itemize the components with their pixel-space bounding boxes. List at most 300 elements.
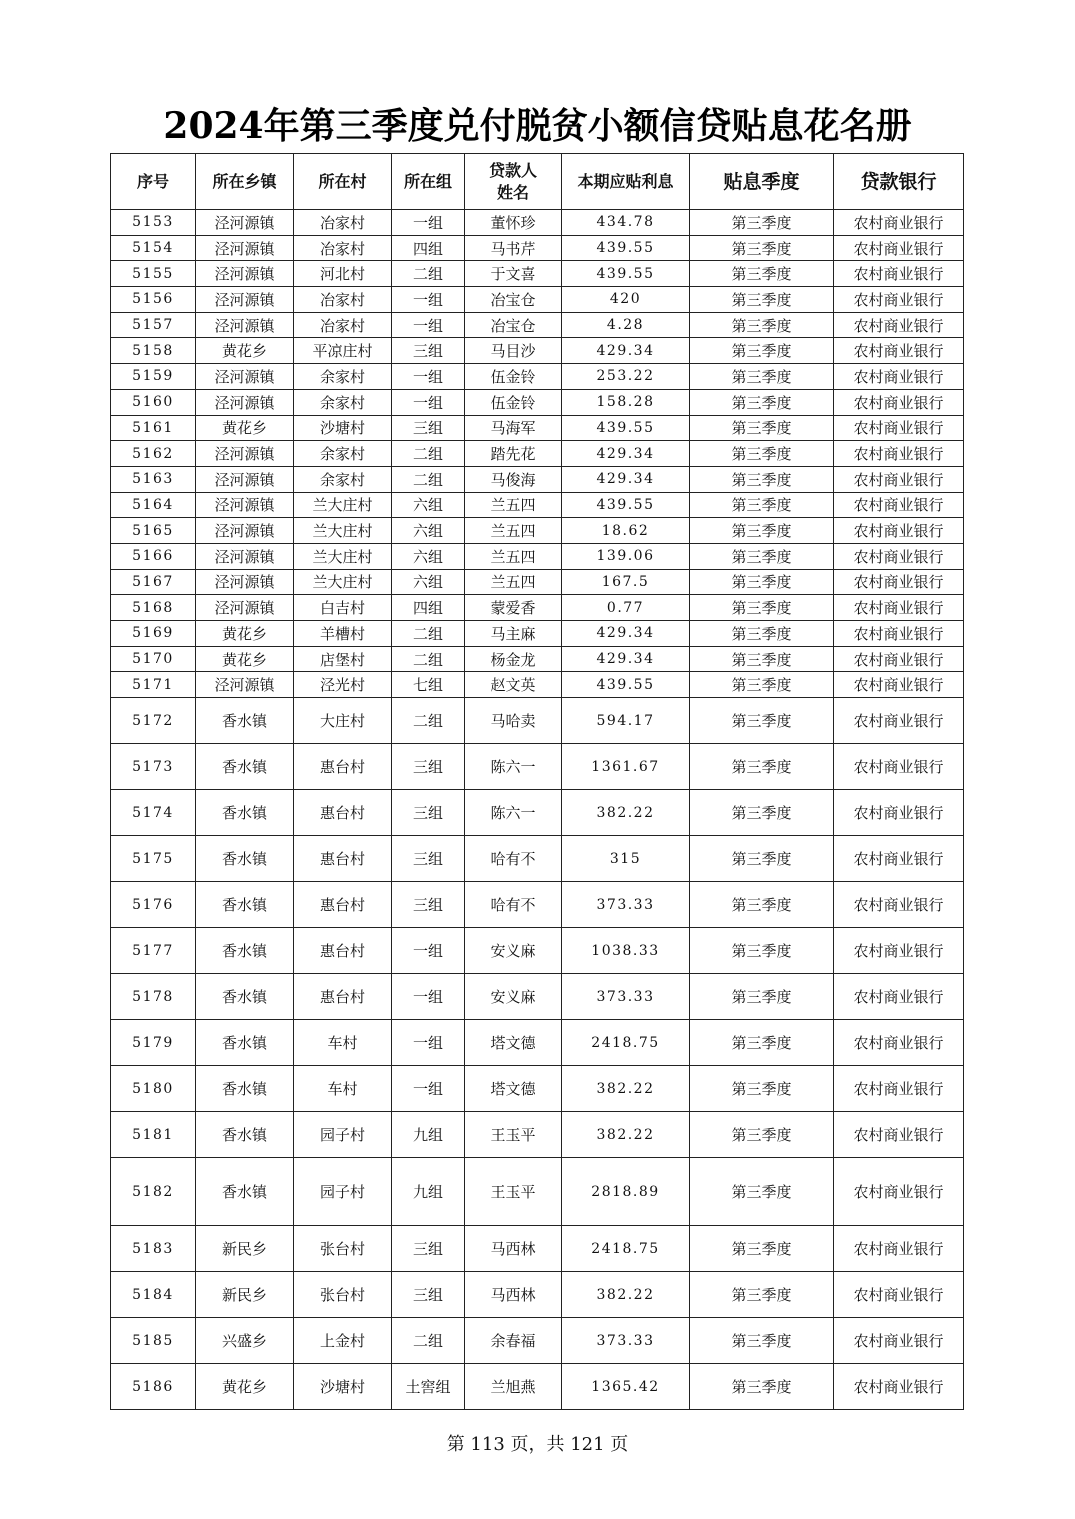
cell-group: 四组 (392, 235, 465, 261)
cell-no: 5168 (111, 595, 196, 621)
cell-interest: 18.62 (562, 518, 690, 544)
cell-town: 香水镇 (196, 790, 294, 836)
table-row (111, 210, 964, 236)
cell-group: 一组 (392, 364, 465, 390)
cell-village: 冶家村 (294, 235, 392, 261)
cell-no: 5155 (111, 261, 196, 287)
cell-village: 余家村 (294, 466, 392, 492)
cell-group: 一组 (392, 389, 465, 415)
cell-interest: 373.33 (562, 882, 690, 928)
cell-town: 香水镇 (196, 882, 294, 928)
table-row (111, 1112, 964, 1158)
cell-no: 5158 (111, 338, 196, 364)
cell-village: 冶家村 (294, 287, 392, 313)
cell-bank: 农村商业银行 (834, 1066, 964, 1112)
table-row (111, 235, 964, 261)
cell-town: 泾河源镇 (196, 441, 294, 467)
cell-quarter: 第三季度 (690, 492, 834, 518)
cell-interest: 439.55 (562, 415, 690, 441)
cell-interest: 2818.89 (562, 1158, 690, 1226)
cell-bank: 农村商业银行 (834, 836, 964, 882)
table-row (111, 415, 964, 441)
cell-quarter: 第三季度 (690, 1158, 834, 1226)
cell-quarter: 第三季度 (690, 1020, 834, 1066)
cell-village: 惠台村 (294, 790, 392, 836)
cell-bank: 农村商业银行 (834, 1272, 964, 1318)
cell-quarter: 第三季度 (690, 1272, 834, 1318)
cell-borrower: 马俊海 (465, 466, 562, 492)
subsidy-roster-table (110, 153, 964, 1410)
cell-no: 5185 (111, 1318, 196, 1364)
table-row (111, 441, 964, 467)
cell-group: 一组 (392, 287, 465, 313)
cell-bank: 农村商业银行 (834, 492, 964, 518)
cell-no: 5165 (111, 518, 196, 544)
cell-no: 5167 (111, 569, 196, 595)
cell-quarter: 第三季度 (690, 836, 834, 882)
cell-village: 白吉村 (294, 595, 392, 621)
cell-bank: 农村商业银行 (834, 1112, 964, 1158)
cell-borrower: 兰五四 (465, 543, 562, 569)
cell-borrower: 哈有不 (465, 882, 562, 928)
table-row (111, 1318, 964, 1364)
cell-quarter: 第三季度 (690, 1318, 834, 1364)
cell-group: 三组 (392, 836, 465, 882)
cell-village: 张台村 (294, 1226, 392, 1272)
cell-interest: 594.17 (562, 698, 690, 744)
table-row (111, 928, 964, 974)
cell-interest: 382.22 (562, 790, 690, 836)
cell-no: 5182 (111, 1158, 196, 1226)
cell-bank: 农村商业银行 (834, 210, 964, 236)
cell-group: 七组 (392, 672, 465, 698)
cell-town: 黄花乡 (196, 338, 294, 364)
cell-borrower: 马海军 (465, 415, 562, 441)
cell-quarter: 第三季度 (690, 261, 834, 287)
cell-town: 泾河源镇 (196, 210, 294, 236)
cell-borrower: 哈有不 (465, 836, 562, 882)
header-cell-village: 所在村 (294, 154, 392, 210)
cell-borrower: 马西林 (465, 1272, 562, 1318)
table-row (111, 261, 964, 287)
cell-group: 二组 (392, 1318, 465, 1364)
table-row (111, 466, 964, 492)
cell-interest: 429.34 (562, 466, 690, 492)
cell-town: 泾河源镇 (196, 312, 294, 338)
cell-interest: 429.34 (562, 621, 690, 647)
cell-village: 兰大庄村 (294, 543, 392, 569)
cell-town: 香水镇 (196, 1158, 294, 1226)
cell-village: 泾光村 (294, 672, 392, 698)
cell-borrower: 董怀珍 (465, 210, 562, 236)
table-row (111, 646, 964, 672)
table-row (111, 1020, 964, 1066)
cell-borrower: 塔文德 (465, 1020, 562, 1066)
cell-village: 沙塘村 (294, 1364, 392, 1410)
cell-town: 泾河源镇 (196, 235, 294, 261)
cell-town: 黄花乡 (196, 415, 294, 441)
table-row (111, 698, 964, 744)
cell-village: 兰大庄村 (294, 492, 392, 518)
cell-bank: 农村商业银行 (834, 1318, 964, 1364)
cell-bank: 农村商业银行 (834, 441, 964, 467)
cell-group: 六组 (392, 543, 465, 569)
cell-bank: 农村商业银行 (834, 543, 964, 569)
table-row (111, 882, 964, 928)
table-row (111, 364, 964, 390)
cell-quarter: 第三季度 (690, 338, 834, 364)
cell-interest: 373.33 (562, 1318, 690, 1364)
cell-village: 兰大庄村 (294, 569, 392, 595)
cell-village: 大庄村 (294, 698, 392, 744)
cell-no: 5173 (111, 744, 196, 790)
cell-interest: 429.34 (562, 441, 690, 467)
cell-interest: 2418.75 (562, 1226, 690, 1272)
cell-quarter: 第三季度 (690, 698, 834, 744)
cell-interest: 382.22 (562, 1272, 690, 1318)
cell-town: 香水镇 (196, 836, 294, 882)
cell-no: 5186 (111, 1364, 196, 1410)
cell-interest: 382.22 (562, 1066, 690, 1112)
cell-quarter: 第三季度 (690, 744, 834, 790)
cell-interest: 1038.33 (562, 928, 690, 974)
cell-group: 九组 (392, 1112, 465, 1158)
cell-no: 5180 (111, 1066, 196, 1112)
cell-group: 二组 (392, 466, 465, 492)
page-footer: 第 113 页，共 121 页 (446, 1434, 629, 1455)
cell-interest: 1361.67 (562, 744, 690, 790)
cell-no: 5174 (111, 790, 196, 836)
header-cell-interest: 本期应贴利息 (562, 154, 690, 210)
cell-quarter: 第三季度 (690, 466, 834, 492)
cell-bank: 农村商业银行 (834, 928, 964, 974)
cell-village: 惠台村 (294, 882, 392, 928)
table-row (111, 543, 964, 569)
table-row (111, 974, 964, 1020)
cell-no: 5175 (111, 836, 196, 882)
table-row (111, 1226, 964, 1272)
header-row (111, 154, 964, 210)
cell-group: 三组 (392, 1272, 465, 1318)
cell-group: 三组 (392, 338, 465, 364)
table-row (111, 389, 964, 415)
cell-quarter: 第三季度 (690, 672, 834, 698)
cell-no: 5176 (111, 882, 196, 928)
cell-town: 泾河源镇 (196, 595, 294, 621)
cell-quarter: 第三季度 (690, 790, 834, 836)
cell-quarter: 第三季度 (690, 1364, 834, 1410)
cell-bank: 农村商业银行 (834, 415, 964, 441)
cell-quarter: 第三季度 (690, 1112, 834, 1158)
cell-borrower: 陈六一 (465, 790, 562, 836)
cell-quarter: 第三季度 (690, 1226, 834, 1272)
cell-interest: 167.5 (562, 569, 690, 595)
cell-group: 一组 (392, 312, 465, 338)
cell-town: 泾河源镇 (196, 261, 294, 287)
cell-group: 六组 (392, 569, 465, 595)
cell-village: 车村 (294, 1066, 392, 1112)
cell-village: 平凉庄村 (294, 338, 392, 364)
cell-village: 张台村 (294, 1272, 392, 1318)
cell-interest: 253.22 (562, 364, 690, 390)
cell-no: 5178 (111, 974, 196, 1020)
cell-quarter: 第三季度 (690, 312, 834, 338)
cell-bank: 农村商业银行 (834, 389, 964, 415)
table-row (111, 312, 964, 338)
cell-no: 5159 (111, 364, 196, 390)
cell-town: 泾河源镇 (196, 364, 294, 390)
cell-no: 5170 (111, 646, 196, 672)
cell-no: 5164 (111, 492, 196, 518)
cell-village: 园子村 (294, 1158, 392, 1226)
cell-bank: 农村商业银行 (834, 261, 964, 287)
cell-no: 5183 (111, 1226, 196, 1272)
cell-no: 5157 (111, 312, 196, 338)
cell-village: 惠台村 (294, 974, 392, 1020)
cell-bank: 农村商业银行 (834, 466, 964, 492)
cell-quarter: 第三季度 (690, 1066, 834, 1112)
cell-no: 5156 (111, 287, 196, 313)
cell-town: 香水镇 (196, 928, 294, 974)
cell-no: 5160 (111, 389, 196, 415)
cell-group: 一组 (392, 210, 465, 236)
table-row (111, 595, 964, 621)
cell-village: 惠台村 (294, 928, 392, 974)
cell-bank: 农村商业银行 (834, 287, 964, 313)
cell-village: 兰大庄村 (294, 518, 392, 544)
cell-village: 冶家村 (294, 312, 392, 338)
cell-village: 店堡村 (294, 646, 392, 672)
table-row (111, 287, 964, 313)
cell-quarter: 第三季度 (690, 621, 834, 647)
cell-group: 三组 (392, 1226, 465, 1272)
cell-interest: 139.06 (562, 543, 690, 569)
cell-interest: 373.33 (562, 974, 690, 1020)
cell-group: 一组 (392, 928, 465, 974)
cell-no: 5169 (111, 621, 196, 647)
table-row (111, 569, 964, 595)
cell-no: 5184 (111, 1272, 196, 1318)
cell-town: 香水镇 (196, 974, 294, 1020)
table-row (111, 790, 964, 836)
cell-group: 六组 (392, 518, 465, 544)
cell-town: 香水镇 (196, 1066, 294, 1112)
cell-borrower: 王玉平 (465, 1158, 562, 1226)
cell-no: 5154 (111, 235, 196, 261)
cell-interest: 315 (562, 836, 690, 882)
cell-borrower: 赵文英 (465, 672, 562, 698)
cell-town: 泾河源镇 (196, 518, 294, 544)
cell-borrower: 马哈卖 (465, 698, 562, 744)
cell-interest: 158.28 (562, 389, 690, 415)
cell-borrower: 兰五四 (465, 569, 562, 595)
cell-town: 新民乡 (196, 1272, 294, 1318)
cell-quarter: 第三季度 (690, 882, 834, 928)
cell-borrower: 踏先花 (465, 441, 562, 467)
cell-interest: 2418.75 (562, 1020, 690, 1066)
cell-group: 一组 (392, 1066, 465, 1112)
cell-interest: 429.34 (562, 338, 690, 364)
cell-no: 5179 (111, 1020, 196, 1066)
cell-no: 5163 (111, 466, 196, 492)
cell-no: 5177 (111, 928, 196, 974)
cell-no: 5172 (111, 698, 196, 744)
cell-village: 羊槽村 (294, 621, 392, 647)
cell-bank: 农村商业银行 (834, 621, 964, 647)
cell-bank: 农村商业银行 (834, 312, 964, 338)
cell-group: 一组 (392, 974, 465, 1020)
cell-interest: 420 (562, 287, 690, 313)
cell-no: 5181 (111, 1112, 196, 1158)
cell-village: 沙塘村 (294, 415, 392, 441)
cell-group: 九组 (392, 1158, 465, 1226)
cell-village: 河北村 (294, 261, 392, 287)
cell-town: 泾河源镇 (196, 569, 294, 595)
cell-borrower: 蒙爱香 (465, 595, 562, 621)
cell-borrower: 冶宝仓 (465, 287, 562, 313)
cell-bank: 农村商业银行 (834, 1158, 964, 1226)
cell-borrower: 安义麻 (465, 974, 562, 1020)
page-title: 2024年第三季度兑付脱贫小额信贷贴息花名册 (163, 105, 912, 147)
table-row (111, 1364, 964, 1410)
header-cell-town: 所在乡镇 (196, 154, 294, 210)
cell-no: 5171 (111, 672, 196, 698)
cell-interest: 434.78 (562, 210, 690, 236)
header-cell-no: 序号 (111, 154, 196, 210)
cell-group: 二组 (392, 621, 465, 647)
cell-bank: 农村商业银行 (834, 882, 964, 928)
header-cell-quarter: 贴息季度 (690, 154, 834, 210)
table-row (111, 621, 964, 647)
cell-group: 三组 (392, 415, 465, 441)
cell-group: 四组 (392, 595, 465, 621)
cell-quarter: 第三季度 (690, 928, 834, 974)
cell-no: 5166 (111, 543, 196, 569)
cell-group: 二组 (392, 698, 465, 744)
cell-quarter: 第三季度 (690, 646, 834, 672)
cell-town: 泾河源镇 (196, 389, 294, 415)
cell-group: 三组 (392, 744, 465, 790)
cell-borrower: 陈六一 (465, 744, 562, 790)
cell-quarter: 第三季度 (690, 974, 834, 1020)
cell-town: 香水镇 (196, 744, 294, 790)
cell-bank: 农村商业银行 (834, 672, 964, 698)
cell-group: 二组 (392, 261, 465, 287)
cell-town: 泾河源镇 (196, 672, 294, 698)
cell-bank: 农村商业银行 (834, 518, 964, 544)
cell-town: 兴盛乡 (196, 1318, 294, 1364)
cell-bank: 农村商业银行 (834, 338, 964, 364)
cell-group: 一组 (392, 1020, 465, 1066)
cell-town: 香水镇 (196, 698, 294, 744)
cell-bank: 农村商业银行 (834, 646, 964, 672)
cell-bank: 农村商业银行 (834, 569, 964, 595)
cell-town: 黄花乡 (196, 621, 294, 647)
cell-bank: 农村商业银行 (834, 698, 964, 744)
cell-borrower: 冶宝仓 (465, 312, 562, 338)
cell-interest: 4.28 (562, 312, 690, 338)
cell-no: 5153 (111, 210, 196, 236)
cell-group: 六组 (392, 492, 465, 518)
cell-quarter: 第三季度 (690, 518, 834, 544)
cell-bank: 农村商业银行 (834, 235, 964, 261)
cell-town: 黄花乡 (196, 1364, 294, 1410)
cell-quarter: 第三季度 (690, 595, 834, 621)
cell-interest: 439.55 (562, 492, 690, 518)
cell-village: 余家村 (294, 441, 392, 467)
header-cell-borrower: 贷款人姓名 (465, 154, 562, 210)
cell-bank: 农村商业银行 (834, 744, 964, 790)
cell-quarter: 第三季度 (690, 415, 834, 441)
cell-borrower: 安义麻 (465, 928, 562, 974)
cell-interest: 429.34 (562, 646, 690, 672)
cell-town: 泾河源镇 (196, 543, 294, 569)
cell-village: 余家村 (294, 389, 392, 415)
table-row (111, 1066, 964, 1112)
header-cell-group: 所在组 (392, 154, 465, 210)
cell-town: 香水镇 (196, 1112, 294, 1158)
cell-group: 二组 (392, 646, 465, 672)
table-row (111, 672, 964, 698)
cell-bank: 农村商业银行 (834, 974, 964, 1020)
cell-borrower: 兰旭燕 (465, 1364, 562, 1410)
cell-village: 冶家村 (294, 210, 392, 236)
cell-borrower: 马西林 (465, 1226, 562, 1272)
table-row (111, 338, 964, 364)
cell-group: 二组 (392, 441, 465, 467)
table-row (111, 744, 964, 790)
cell-town: 新民乡 (196, 1226, 294, 1272)
cell-borrower: 塔文德 (465, 1066, 562, 1112)
table-row (111, 1158, 964, 1226)
cell-quarter: 第三季度 (690, 364, 834, 390)
cell-borrower: 伍金铃 (465, 364, 562, 390)
cell-no: 5162 (111, 441, 196, 467)
cell-interest: 382.22 (562, 1112, 690, 1158)
cell-village: 惠台村 (294, 836, 392, 882)
cell-borrower: 于文喜 (465, 261, 562, 287)
cell-borrower: 兰五四 (465, 492, 562, 518)
cell-village: 园子村 (294, 1112, 392, 1158)
cell-town: 泾河源镇 (196, 492, 294, 518)
cell-village: 车村 (294, 1020, 392, 1066)
cell-interest: 439.55 (562, 261, 690, 287)
table-row (111, 1272, 964, 1318)
cell-bank: 农村商业银行 (834, 1020, 964, 1066)
cell-borrower: 马书芹 (465, 235, 562, 261)
cell-interest: 0.77 (562, 595, 690, 621)
table-row (111, 518, 964, 544)
cell-bank: 农村商业银行 (834, 1364, 964, 1410)
cell-group: 三组 (392, 790, 465, 836)
cell-interest: 439.55 (562, 672, 690, 698)
cell-village: 上金村 (294, 1318, 392, 1364)
cell-no: 5161 (111, 415, 196, 441)
cell-borrower: 伍金铃 (465, 389, 562, 415)
cell-quarter: 第三季度 (690, 287, 834, 313)
cell-interest: 1365.42 (562, 1364, 690, 1410)
cell-town: 香水镇 (196, 1020, 294, 1066)
cell-quarter: 第三季度 (690, 569, 834, 595)
cell-town: 泾河源镇 (196, 287, 294, 313)
cell-quarter: 第三季度 (690, 235, 834, 261)
cell-borrower: 王玉平 (465, 1112, 562, 1158)
cell-quarter: 第三季度 (690, 210, 834, 236)
cell-quarter: 第三季度 (690, 441, 834, 467)
cell-quarter: 第三季度 (690, 389, 834, 415)
cell-group: 土窖组 (392, 1364, 465, 1410)
header-cell-bank: 贷款银行 (834, 154, 964, 210)
